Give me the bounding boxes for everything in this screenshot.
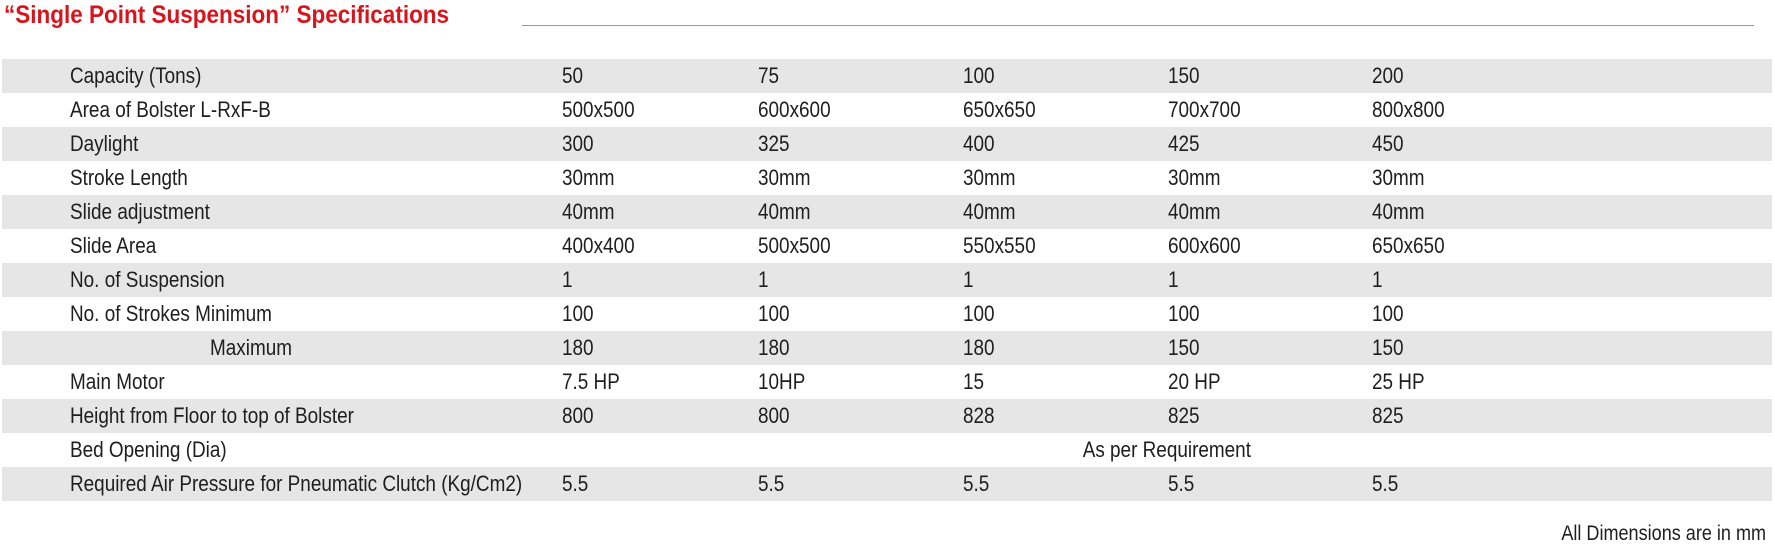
table-row	[2, 263, 1772, 297]
value-text: 828	[963, 403, 995, 428]
value-cell	[963, 365, 1168, 399]
value-cell	[758, 195, 963, 229]
row-label	[2, 365, 562, 399]
value-text: 700x700	[1168, 97, 1241, 122]
value-text: 30mm	[963, 165, 1016, 190]
row-label-text: Height from Floor to top of Bolster	[70, 403, 354, 428]
table-row	[2, 59, 1772, 93]
value-cell	[562, 263, 758, 297]
value-text: 30mm	[562, 165, 615, 190]
value-text: 180	[963, 335, 995, 360]
row-label-text: Required Air Pressure for Pneumatic Clutch (Kg/Cm2)	[70, 471, 523, 496]
value-text: 5.5	[562, 471, 589, 496]
value-cell	[562, 195, 758, 229]
value-cell	[1168, 331, 1372, 365]
value-text: 15	[963, 369, 985, 394]
value-text: 30mm	[1168, 165, 1221, 190]
value-text: 30mm	[758, 165, 811, 190]
value-text: 600x600	[1168, 233, 1241, 258]
value-text: 1	[562, 267, 573, 292]
table-row	[2, 195, 1772, 229]
specifications-table	[2, 59, 1772, 501]
row-label	[2, 297, 562, 331]
value-text: 825	[1168, 403, 1200, 428]
row-label-text: Daylight	[70, 131, 139, 156]
value-cell	[1168, 297, 1372, 331]
value-cell	[562, 59, 758, 93]
value-text: 400	[963, 131, 995, 156]
value-text: 50	[562, 63, 584, 88]
value-cell	[1372, 399, 1772, 433]
value-cell	[758, 297, 963, 331]
value-text: 7.5 HP	[562, 369, 620, 394]
value-text: 200	[1372, 63, 1404, 88]
value-text: 20 HP	[1168, 369, 1221, 394]
value-cell	[1372, 59, 1772, 93]
row-label-text: Maximum	[210, 335, 292, 360]
value-text: 40mm	[1168, 199, 1221, 224]
table-row	[2, 93, 1772, 127]
value-cell	[963, 229, 1168, 263]
value-text: 1	[963, 267, 974, 292]
value-text: 650x650	[1372, 233, 1445, 258]
value-text: 40mm	[758, 199, 811, 224]
value-cell	[1372, 195, 1772, 229]
value-cell	[758, 399, 963, 433]
merged-value-cell	[562, 433, 1772, 467]
row-label-text: Slide Area	[70, 233, 157, 258]
value-cell	[963, 59, 1168, 93]
value-cell	[758, 59, 963, 93]
value-cell	[758, 467, 963, 501]
row-label	[2, 263, 562, 297]
row-label-text: No. of Strokes Minimum	[70, 301, 272, 326]
value-cell	[963, 467, 1168, 501]
value-cell	[562, 399, 758, 433]
row-label	[2, 433, 562, 467]
value-cell	[758, 229, 963, 263]
row-label	[2, 93, 562, 127]
value-cell	[562, 127, 758, 161]
value-text: 100	[1372, 301, 1404, 326]
value-text: 500x500	[562, 97, 635, 122]
value-text: 180	[758, 335, 790, 360]
row-label-text: Main Motor	[70, 369, 165, 394]
row-label-text: No. of Suspension	[70, 267, 225, 292]
value-cell	[1372, 365, 1772, 399]
value-text: 5.5	[1372, 471, 1399, 496]
value-cell	[1372, 127, 1772, 161]
table-row	[2, 297, 1772, 331]
value-text: 1	[758, 267, 769, 292]
value-text: 40mm	[1372, 199, 1425, 224]
value-text: 1	[1372, 267, 1383, 292]
value-cell	[1372, 93, 1772, 127]
row-label	[2, 229, 562, 263]
value-text: 100	[963, 301, 995, 326]
value-text: 425	[1168, 131, 1200, 156]
value-text: 825	[1372, 403, 1404, 428]
value-text: 100	[963, 63, 995, 88]
value-cell	[1372, 331, 1772, 365]
value-cell	[1168, 229, 1372, 263]
row-label	[2, 127, 562, 161]
value-text: 5.5	[758, 471, 785, 496]
value-cell	[758, 161, 963, 195]
table-row	[2, 399, 1772, 433]
value-text: 40mm	[562, 199, 615, 224]
value-cell	[963, 195, 1168, 229]
value-cell	[1372, 161, 1772, 195]
value-cell	[1168, 127, 1372, 161]
value-text: 5.5	[1168, 471, 1195, 496]
value-text: 550x550	[963, 233, 1036, 258]
row-label-text: Stroke Length	[70, 165, 188, 190]
value-cell	[1168, 93, 1372, 127]
value-text: 25 HP	[1372, 369, 1425, 394]
row-label-text: Capacity (Tons)	[70, 63, 202, 88]
value-cell	[1168, 399, 1372, 433]
title-bar	[4, 0, 1754, 28]
value-cell	[963, 331, 1168, 365]
value-cell	[963, 399, 1168, 433]
value-cell	[963, 161, 1168, 195]
value-text: 40mm	[963, 199, 1016, 224]
value-text: 650x650	[963, 97, 1036, 122]
value-cell	[758, 93, 963, 127]
page-title: “Single Point Suspension” Specifications	[4, 1, 450, 29]
value-text: 150	[1168, 335, 1200, 360]
value-text: 800x800	[1372, 97, 1445, 122]
table-row	[2, 467, 1772, 501]
value-cell	[758, 331, 963, 365]
value-cell	[1372, 229, 1772, 263]
value-text: 10HP	[758, 369, 806, 394]
value-text: 325	[758, 131, 790, 156]
value-text: 600x600	[758, 97, 831, 122]
value-cell	[963, 297, 1168, 331]
row-label-text: Area of Bolster L-RxF-B	[70, 97, 271, 122]
value-text: 800	[758, 403, 790, 428]
value-cell	[562, 365, 758, 399]
value-cell	[1372, 467, 1772, 501]
table-row	[2, 433, 1772, 467]
value-text: 800	[562, 403, 594, 428]
value-cell	[1168, 365, 1372, 399]
value-cell	[1168, 467, 1372, 501]
dimensions-note: All Dimensions are in mm	[1561, 522, 1766, 545]
value-text: 100	[758, 301, 790, 326]
value-text: 400x400	[562, 233, 635, 258]
value-text: 500x500	[758, 233, 831, 258]
value-text: 5.5	[963, 471, 990, 496]
table-row	[2, 365, 1772, 399]
value-cell	[758, 263, 963, 297]
value-text: 150	[1372, 335, 1404, 360]
value-cell	[1372, 297, 1772, 331]
value-cell	[1168, 263, 1372, 297]
table-row	[2, 229, 1772, 263]
value-cell	[758, 365, 963, 399]
row-label-text: Bed Opening (Dia)	[70, 437, 227, 462]
value-cell	[1168, 161, 1372, 195]
value-text: 100	[562, 301, 594, 326]
value-text: 100	[1168, 301, 1200, 326]
value-cell	[758, 127, 963, 161]
row-label	[2, 195, 562, 229]
title-divider	[522, 25, 1754, 26]
table-row	[2, 331, 1772, 365]
value-cell	[963, 263, 1168, 297]
value-text: 1	[1168, 267, 1179, 292]
value-cell	[562, 331, 758, 365]
value-text: 150	[1168, 63, 1200, 88]
value-text: 30mm	[1372, 165, 1425, 190]
value-cell	[1168, 195, 1372, 229]
row-label-text: Slide adjustment	[70, 199, 210, 224]
value-text: 180	[562, 335, 594, 360]
value-cell	[562, 229, 758, 263]
value-cell	[963, 93, 1168, 127]
value-cell	[1168, 59, 1372, 93]
value-cell	[562, 467, 758, 501]
row-label	[2, 399, 562, 433]
value-text: 75	[758, 63, 780, 88]
table-row	[2, 161, 1772, 195]
row-label	[2, 331, 562, 365]
table-row	[2, 127, 1772, 161]
value-cell	[562, 161, 758, 195]
value-text: 300	[562, 131, 594, 156]
value-cell	[1372, 263, 1772, 297]
merged-value-text: As per Requirement	[1082, 437, 1252, 462]
row-label	[2, 161, 562, 195]
value-cell	[963, 127, 1168, 161]
specifications-body	[2, 59, 1772, 501]
row-label	[2, 59, 562, 93]
value-cell	[562, 297, 758, 331]
row-label	[2, 467, 562, 501]
value-text: 450	[1372, 131, 1404, 156]
value-cell	[562, 93, 758, 127]
